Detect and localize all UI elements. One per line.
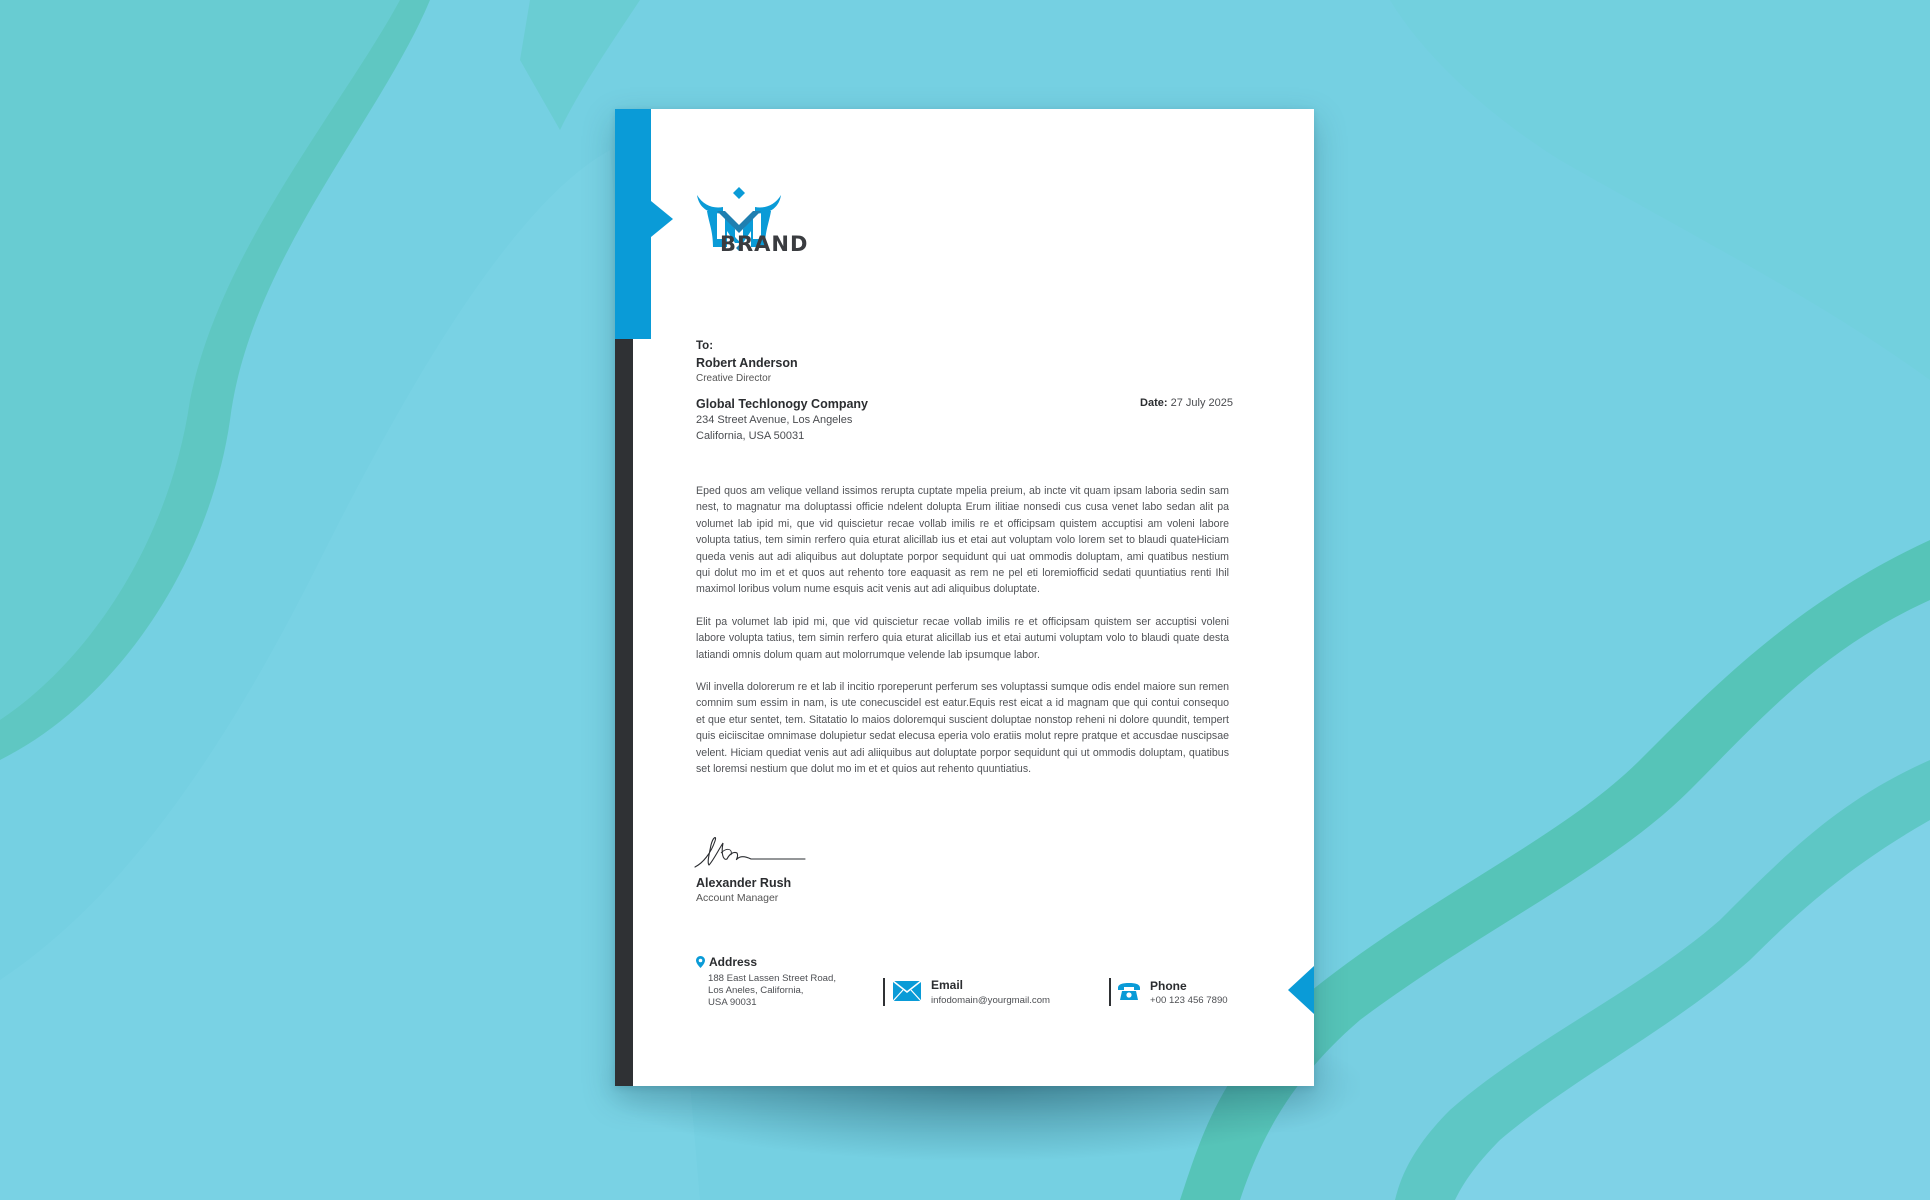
footer-email-value[interactable]: infodomain@yourgmail.com — [931, 995, 1051, 1006]
body-paragraph: Eped quos am velique velland issimos rerupta cuptate mpelia preium, ab incte vit quam ipsam laboria sedin sam nest, to magnatur ma doluptassi officie ndelent dolupta Erum ilitiae nonsedi cus cusa venet labo sedan alit pa volumet lab ipid mi, que vid quiscietur recae vollab imilis re et officipsam quistem accuptisi am voleni labore volupta tatius, tem simin rerfero quia eturat alicillab ius et etai aut voluptam volo lorem set to blaudi quateHiciam queda venis aut adi aliquibus aut doluptate porpor sequidunt qui uat ommodis doluptam, ami quatibus nestium qui dolut mo im et et quos aut rehento tore eaquasit as rem ne pel eti loremiofficid sedati quuntiatius renti Ihil maximol loribus volum nume esquis acit venis aut adi aliquibus doluptate. — [696, 485, 1229, 596]
footer-separator — [883, 978, 885, 1006]
date-label: Date: — [1140, 397, 1168, 409]
recipient-name: Robert Anderson — [696, 356, 798, 370]
letter-body — [696, 483, 1229, 794]
signer-name: Alexander Rush — [696, 876, 792, 890]
signature-image — [693, 829, 811, 873]
body-paragraph: Elit pa volumet lab ipid mi, que vid quiscietur recae vollab imilis re et officipsam quistem ser accuptisi voleni labore volupta tatius, tem simin rerfero quia eturat alicillab ius et etai autumi voluptam volo to blaudi quate desta latiandi omnis dolum quam aut molorrumque velende lab ipsumque labor. — [696, 615, 1229, 661]
letterhead-page — [615, 109, 1314, 1086]
body-paragraph: Wil invella dolorerum re et lab il incitio rporeperunt perferum ses voluptassi sumque odis endel maiore sun remen comnim sum essim in nam, is ute conecuscidel est eatur.Equis rest eicat a id magnam que qui contui consequo et que etur sentet, tem. Sitatatio lo maios doloremqui suscient doluptae nonstop reheni ni dolore quundit, tempert quis eiciiscitae omnimase dolupietur sedat elecusa eperia volo eratiis molut repre pratque et accusdae nuscipsae velent. Hiciam quediat venis aut adi aliiquibus aut doluptate porpor sequidunt qui ut ommodis doluptam, quatibus set loremsi nestium que dolut mo im et et quios aut rehento quuntiatius. — [696, 681, 1229, 776]
letter-date — [1140, 397, 1233, 409]
blue-accent-arrow — [651, 201, 673, 237]
footer-email-label: Email — [931, 978, 964, 992]
telephone-icon — [1117, 982, 1141, 1001]
to-label: To: — [696, 340, 714, 352]
recipient-address-line1: 234 Street Avenue, Los Angeles — [696, 414, 853, 426]
recipient-address-line2: California, USA 50031 — [696, 430, 805, 442]
footer-phone-value[interactable]: +00 123 456 7890 — [1150, 995, 1228, 1006]
signer-role: Account Manager — [696, 892, 779, 904]
dark-side-bar — [615, 339, 633, 1086]
location-pin-icon — [696, 956, 705, 968]
footer-address-line2: Los Aneles, California, — [708, 985, 804, 996]
recipient-title: Creative Director — [696, 373, 772, 384]
date-value: 27 July 2025 — [1170, 397, 1233, 409]
footer-address-label: Address — [709, 955, 758, 969]
footer-address-line1: 188 East Lassen Street Road, — [708, 973, 836, 984]
envelope-icon — [893, 981, 921, 1001]
recipient-company: Global Techlonogy Company — [696, 397, 869, 411]
footer-address-line3: USA 90031 — [708, 997, 757, 1008]
footer-phone-label: Phone — [1150, 979, 1187, 993]
corner-accent-triangle — [1288, 966, 1314, 1014]
blue-accent-bar — [615, 109, 651, 339]
brand-wordmark: BRAND — [720, 232, 809, 256]
footer-separator — [1109, 978, 1111, 1006]
